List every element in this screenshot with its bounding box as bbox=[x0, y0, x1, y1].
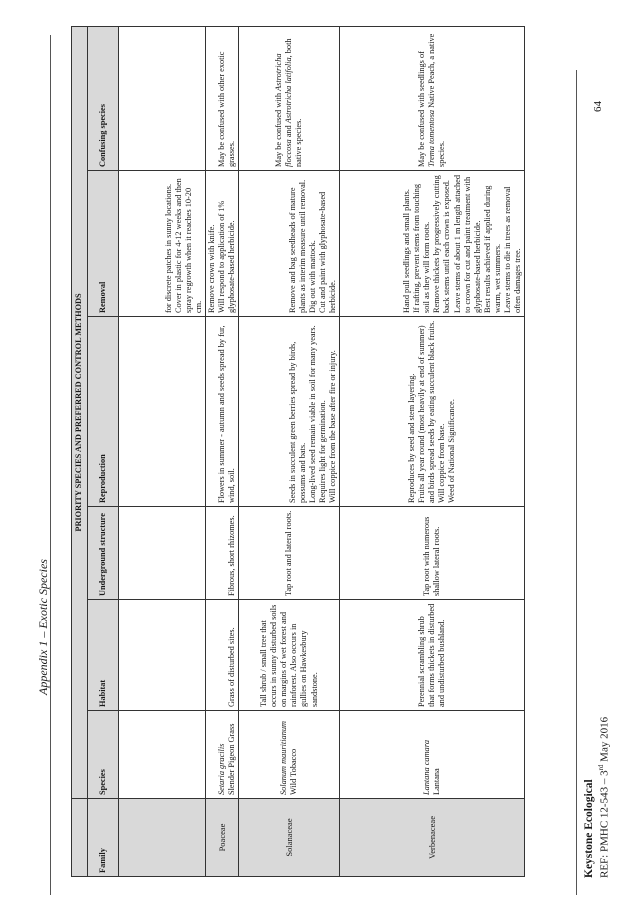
header-habitat: Habitat bbox=[88, 600, 119, 711]
confusing-species: Trema tomentosa bbox=[427, 109, 437, 167]
cell-removal bbox=[119, 171, 206, 317]
removal-line: Cut and paint with glyphosate-based herbicide. bbox=[318, 191, 338, 313]
reproduction-line: Fruits all year round (most heavily at end of summer) and birds spread seeds by eating succulent black fruits. bbox=[417, 320, 437, 503]
cell-reproduction bbox=[340, 317, 525, 507]
ref-superscript: rd bbox=[597, 764, 605, 771]
cell-species bbox=[119, 711, 206, 799]
reproduction-line: Will coppice from the base after fire or injury. bbox=[328, 350, 338, 503]
species-common: Lantana bbox=[432, 768, 442, 795]
cell-reproduction bbox=[239, 317, 340, 507]
cell-family: Verbenaceae bbox=[340, 799, 525, 877]
removal-line: Remove crown with knife. bbox=[207, 224, 216, 313]
species-common: Slender Pigeon Grass bbox=[227, 723, 237, 795]
confusing-species: Astrotricha latifolia bbox=[284, 57, 294, 124]
cell-habitat: Perennial scrambling shrub that forms thickets in disturbed and undisturbed bushland. bbox=[340, 600, 525, 711]
cell-underground: Tap root and lateral roots. bbox=[239, 507, 340, 600]
cell-species bbox=[340, 711, 525, 799]
species-scientific: Lantana camara bbox=[422, 739, 432, 795]
cell-habitat: Grass of disturbed sites. bbox=[206, 600, 239, 711]
table-title: PRIORITY SPECIES AND PREFERRED CONTROL METHODS bbox=[72, 26, 88, 798]
removal-line: Leave stems to die in trees as removal often damages tree. bbox=[503, 186, 523, 313]
confusing-text: , both native species. bbox=[284, 38, 304, 167]
confusing-text: May be confused with bbox=[274, 93, 284, 167]
confusing-species: Astrotricha floccosa bbox=[274, 53, 294, 167]
heading-rule bbox=[50, 35, 51, 895]
table-row bbox=[119, 26, 206, 876]
removal-line: If rafting, prevent stems from touching soil as they will form roots. bbox=[412, 183, 432, 313]
confusing-text: Native Peach, a native species. bbox=[427, 33, 447, 167]
cell-habitat: Tall shrub / small tree that occurs in sunny disturbed soils on margins of wet forest and rainforest. Also occurs in gullies on Hawkesbury sandstone. bbox=[239, 600, 340, 711]
cell-reproduction bbox=[119, 317, 206, 507]
cell-species bbox=[206, 711, 239, 799]
header-underground: Underground structure bbox=[88, 507, 119, 600]
species-scientific: Setaria gracilis bbox=[217, 743, 227, 795]
cell-reproduction bbox=[206, 317, 239, 507]
table-row bbox=[239, 26, 340, 876]
cell-underground: Fibrous, short rhizomes. bbox=[206, 507, 239, 600]
removal-line: Remove thickets by progressively cutting back stems until each crown is exposed. Leave stems of about 1 m length attached to crown for cut and paint treatment with glyphosate-based herbicide. bbox=[432, 174, 482, 313]
cell-underground bbox=[119, 507, 206, 600]
header-family: Family bbox=[88, 799, 119, 877]
removal-line: Will respond to application of 1% glyphosate-based herbicide. bbox=[217, 200, 237, 313]
cell-underground: Tap root with numerous shallow lateral roots. bbox=[340, 507, 525, 600]
cell-species bbox=[239, 711, 340, 799]
species-scientific: Solanum mauritianum bbox=[279, 721, 289, 795]
cell-family: Poaceae bbox=[206, 799, 239, 877]
cell-removal bbox=[206, 171, 239, 317]
species-common: Wild Tobacco bbox=[289, 748, 299, 795]
rotated-table-wrapper bbox=[71, 27, 523, 877]
priority-species-table bbox=[71, 26, 525, 877]
table-row bbox=[340, 26, 525, 876]
reproduction-line: Weed of National Significance. bbox=[447, 399, 457, 503]
cell-confusing bbox=[239, 26, 340, 170]
removal-line: Best results achieved if applied during warm, wet summers. bbox=[482, 185, 502, 313]
ref-text: REF: PMHC 12-543 – 3 bbox=[598, 770, 611, 878]
removal-line: Hand pull seedlings and small plants. bbox=[402, 189, 412, 313]
reproduction-line: Seeds in succulent green berries spread by birds, possums and bats. bbox=[287, 341, 307, 503]
confusing-text: and bbox=[284, 123, 294, 140]
reproduction-line: Reproduces by seed and stem layering. bbox=[407, 373, 417, 503]
cell-confusing bbox=[340, 26, 525, 170]
reproduction-line: Requires light for germination. bbox=[318, 400, 328, 503]
reproduction-line: Flowers in summer - autumn and seeds spread by fur, wind, soil. bbox=[217, 325, 237, 503]
header-reproduction: Reproduction bbox=[88, 317, 119, 507]
cell-habitat bbox=[119, 600, 206, 711]
removal-line: for discrete patches in sunny locations. Cover in plastic for 4-12 weeks and then spray regrowth when it reaches 10-20 cm. bbox=[163, 178, 203, 313]
appendix-heading: Appendix 1 – Exotic Species bbox=[36, 559, 50, 695]
cell-family bbox=[119, 799, 206, 877]
reproduction-line: Long-lived seed remain viable in soil for many years. bbox=[308, 325, 317, 503]
cell-family: Solanaceae bbox=[239, 799, 340, 877]
header-confusing: Confusing species bbox=[88, 26, 119, 170]
removal-line: Dig out with mattock. bbox=[308, 240, 317, 313]
header-species: Species bbox=[88, 711, 119, 799]
confusing-text: May be confused with seedlings of bbox=[417, 51, 427, 167]
footer-company: Keystone Ecological bbox=[583, 779, 595, 878]
cell-removal bbox=[239, 171, 340, 317]
removal-line: Remove and bag seedheads of mature plants as interim measure until removal. bbox=[287, 179, 307, 313]
cell-confusing bbox=[119, 26, 206, 170]
table-row bbox=[206, 26, 239, 876]
family-header-spacer bbox=[72, 799, 88, 877]
cell-confusing: May be confused with other exotic grasses. bbox=[206, 26, 239, 170]
footer-reference bbox=[597, 717, 611, 878]
footer-rule bbox=[576, 70, 577, 895]
reproduction-line: Will coppice from base. bbox=[437, 423, 447, 503]
ref-text: May 2016 bbox=[598, 716, 611, 765]
page-number: 64 bbox=[592, 101, 604, 112]
cell-removal bbox=[340, 171, 525, 317]
header-removal: Removal bbox=[88, 171, 119, 317]
